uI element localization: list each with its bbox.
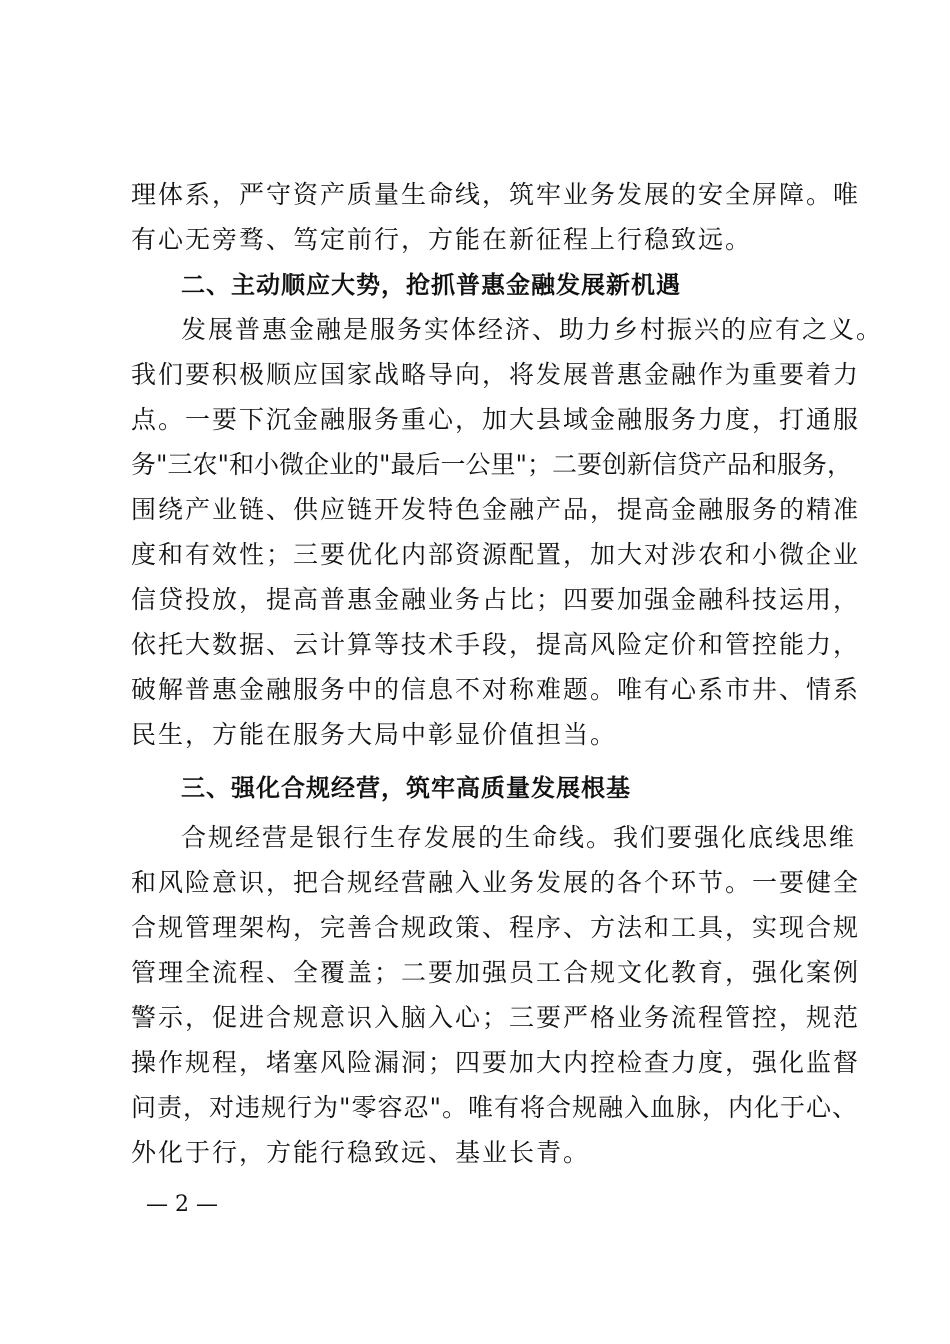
paragraph-line: 信贷投放，提高普惠金融业务占比；四要加强金融科技运用，	[131, 585, 861, 614]
section-heading: 二、主动顺应大势，抢抓普惠金融发展新机遇	[181, 271, 681, 299]
paragraph-line: 理体系，严守资产质量生命线，筑牢业务发展的安全屏障。唯	[131, 180, 861, 209]
paragraph-line: 和风险意识，把合规经营融入业务发展的各个环节。一要健全	[131, 868, 861, 897]
paragraph-line: 外化于行，方能行稳致远、基业长青。	[131, 1138, 591, 1167]
paragraph-line: 我们要积极顺应国家战略导向，将发展普惠金融作为重要着力	[131, 360, 861, 389]
paragraph-line: 有心无旁骛、笃定前行，方能在新征程上行稳致远。	[131, 225, 753, 254]
paragraph-line: 破解普惠金融服务中的信息不对称难题。唯有心系市井、情系	[131, 675, 861, 704]
paragraph-line: 操作规程，堵塞风险漏洞；四要加大内控检查力度，强化监督	[131, 1048, 861, 1077]
paragraph-line: 度和有效性；三要优化内部资源配置，加大对涉农和小微企业	[131, 540, 861, 569]
paragraph-line: 发展普惠金融是服务实体经济、助力乡村振兴的应有之义。	[181, 315, 884, 344]
paragraph-line: 依托大数据、云计算等技术手段，提高风险定价和管控能力，	[131, 630, 861, 659]
paragraph-line: 合规管理架构，完善合规政策、程序、方法和工具，实现合规	[131, 913, 861, 942]
paragraph-line: 民生，方能在服务大局中彰显价值担当。	[131, 720, 618, 749]
paragraph-line: 围绕产业链、供应链开发特色金融产品，提高金融服务的精准	[131, 495, 861, 524]
paragraph-line: 点。一要下沉金融服务重心，加大县域金融服务力度，打通服	[131, 405, 861, 434]
paragraph-line: 务"三农"和小微企业的"最后一公里"；二要创新信贷产品和服务，	[131, 450, 852, 479]
page-number: — 2 —	[146, 1192, 218, 1217]
paragraph-line: 警示，促进合规意识入脑入心；三要严格业务流程管控，规范	[131, 1003, 861, 1032]
paragraph-line: 问责，对违规行为"零容忍"。唯有将合规融入血脉，内化于心、	[131, 1093, 859, 1122]
section-heading: 三、强化合规经营，筑牢高质量发展根基	[181, 774, 631, 802]
paragraph-line: 合规经营是银行生存发展的生命线。我们要强化底线思维	[181, 823, 857, 852]
paragraph-line: 管理全流程、全覆盖；二要加强员工合规文化教育，强化案例	[131, 958, 861, 987]
